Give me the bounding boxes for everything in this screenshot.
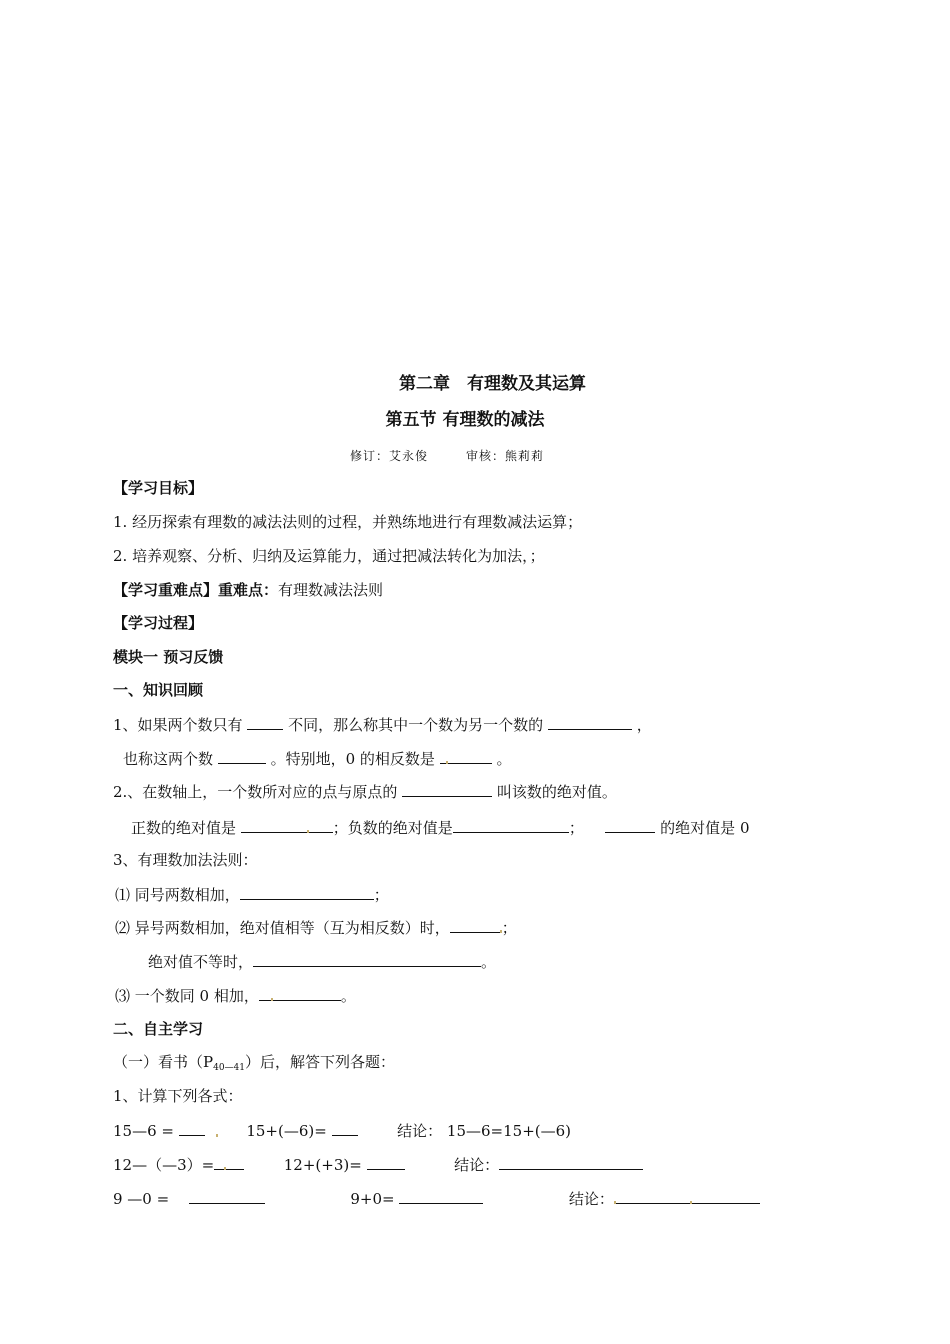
question-3: 3、有理数加法法则： [113,851,258,869]
rule3-blank[interactable] [259,985,341,1001]
c2-text-c: 结论： [454,1156,500,1174]
q2-text-c: 正数的绝对值是 [131,819,237,837]
q2-blank-1[interactable] [402,781,492,797]
process-heading: 【学习过程】 [113,614,204,632]
rule-3 [115,985,356,1006]
q1-text-c: ， [636,716,652,734]
q2-blank-2[interactable] [241,817,333,833]
q1-blank-2[interactable] [548,714,632,730]
objectives-heading: 【学习目标】 [113,479,204,497]
c3-text-b: 9+0= [350,1190,395,1208]
q1-text-d: 也称这两个数 [123,750,214,768]
key-points-heading: 【学习重难点】重难点： [113,581,279,599]
q1-text-e: 。特别地，0 的相反数是 [270,750,435,768]
question-2-line-2 [131,817,749,838]
q1-text-b: 不同，那么称其中一个数为另一个数的 [288,716,544,734]
c2-blank-3[interactable] [499,1154,643,1170]
rule-1 [115,884,389,905]
rule3-text-a: ⑶ 一个数同 0 相加， [115,987,259,1005]
c1-blank-1[interactable] [179,1120,205,1136]
rule2-text-a: ⑵ 异号两数相加，绝对值相等（互为相反数）时， [115,919,450,937]
book-text-b: ）后，解答下列各题： [245,1053,396,1071]
rule-2-continued [148,951,496,972]
rule2-text-c: 绝对值不等时， [148,953,254,971]
q2-text-e: ； [568,819,584,837]
reviser: 修订：艾永俊 [350,449,429,463]
c3-blank-2[interactable] [399,1188,483,1204]
rule2-text-d: 。 [481,953,497,971]
q2-text-a: 2.、在数轴上，一个数所对应的点与原点的 [113,783,398,801]
c2-text-a: 12—（—3）= [113,1156,215,1174]
calc-row-2 [113,1154,643,1175]
self-study-heading: 二、自主学习 [113,1020,204,1038]
chapter-title: 第二章 有理数及其运算 [399,374,586,394]
key-points-text: 有理数减法法则 [278,581,384,599]
c3-blank-1[interactable] [189,1188,265,1204]
calc-heading: 1、计算下列各式： [113,1087,243,1105]
question-1-line-2 [123,748,511,769]
c1-blank-2[interactable] [332,1120,358,1136]
c1-text-a: 15—6 = [113,1122,174,1140]
key-points [113,580,383,600]
rule1-text-a: ⑴ 同号两数相加， [115,886,240,904]
credits [350,446,544,466]
q1-blank-4[interactable] [440,748,492,764]
q2-text-f: 的绝对值是 0 [660,819,750,837]
objective-2: 2. 培养观察、分析、归纳及运算能力，通过把减法转化为加法，； [113,547,545,565]
book-text-a: （一）看书（P [113,1053,214,1071]
rule2-blank-1[interactable] [450,917,502,933]
section-title: 第五节 有理数的减法 [385,410,545,430]
q1-text-f: 。 [496,750,512,768]
question-2-line-1 [113,781,617,802]
c3-blank-3[interactable] [614,1188,760,1204]
c2-blank-1[interactable] [214,1154,244,1170]
rule1-text-b: ； [373,886,389,904]
q2-blank-4[interactable] [605,817,655,833]
q2-blank-3[interactable] [453,817,569,833]
book-instruction [113,1052,395,1078]
c3-text-c: 结论： [568,1190,614,1208]
module-heading: 模块一 预习反馈 [113,648,224,666]
c1-text-b: 15+(—6)= [246,1122,327,1140]
reviewer: 审核：熊莉莉 [466,449,545,463]
rule2-blank-2[interactable] [253,951,481,967]
rule1-blank[interactable] [240,884,374,900]
q1-blank-3[interactable] [218,748,266,764]
rule-2 [115,917,517,938]
rule2-text-b: ； [501,919,517,937]
review-heading: 一、知识回顾 [113,681,204,699]
calc-row-3 [113,1188,760,1209]
rule3-text-b: 。 [340,987,356,1005]
q1-text-a: 1、如果两个数只有 [113,716,243,734]
objective-1: 1. 经历探索有理数的减法法则的过程，并熟练地进行有理数减法运算； [113,513,583,531]
c3-text-a: 9 —0 = [113,1190,170,1208]
q2-text-d: ；负数的绝对值是 [332,819,453,837]
c2-blank-2[interactable] [367,1154,405,1170]
c2-text-b: 12+(+3)= [283,1156,362,1174]
c1-text-c: 结论： 15—6=15+(—6) [397,1122,572,1140]
q1-blank-1[interactable] [247,714,283,730]
book-pages: 40—41 [213,1063,245,1073]
calc-row-1 [113,1120,571,1141]
question-1-line-1 [113,714,652,735]
q2-text-b: 叫该数的绝对值。 [496,783,617,801]
